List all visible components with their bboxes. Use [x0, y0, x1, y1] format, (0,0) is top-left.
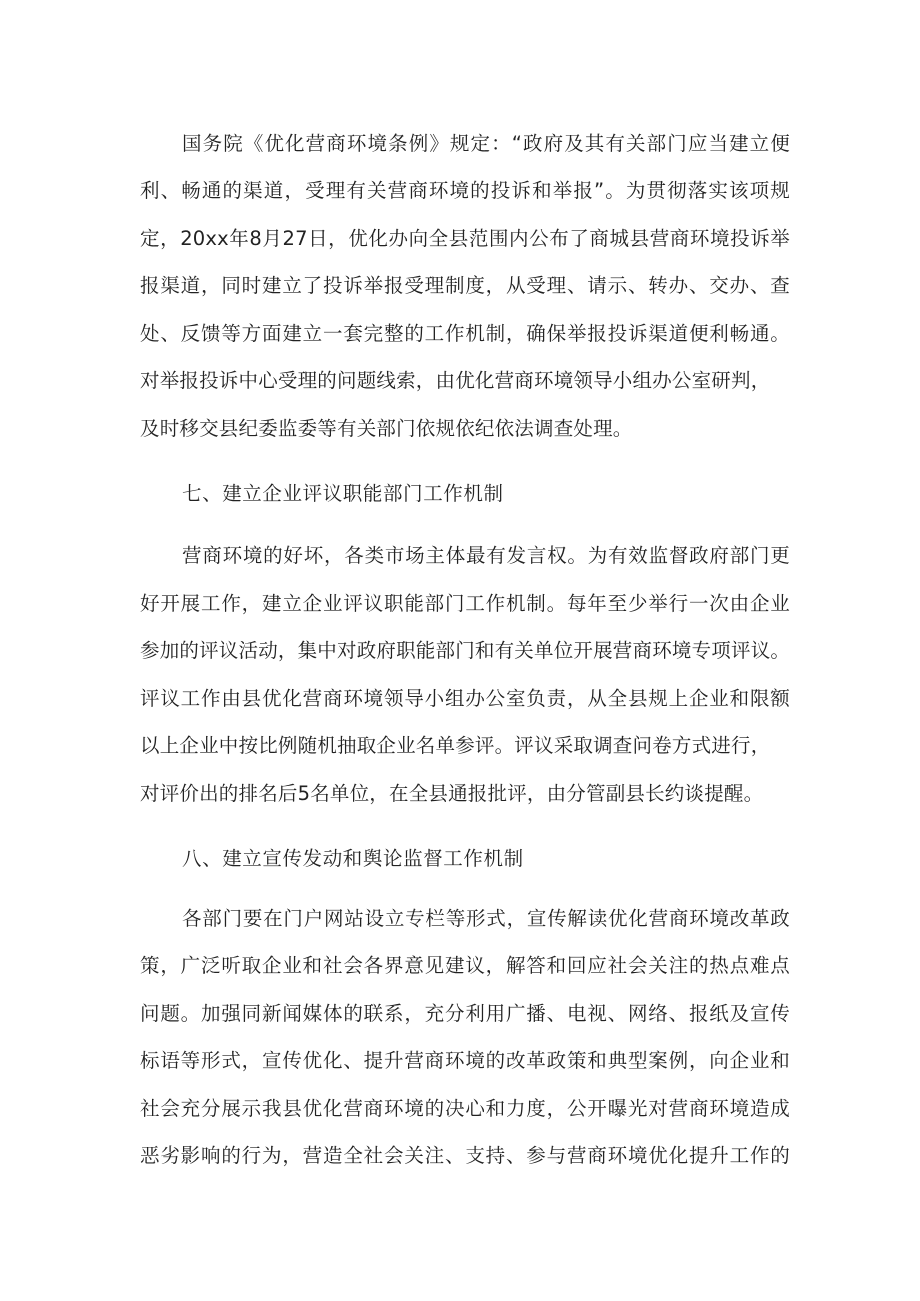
section-heading: 八、建立宣传发动和舆论监督工作机制 [182, 847, 524, 870]
paragraph-line: 恶劣影响的行为，营造全社会关注、支持、参与营商环境优化提升工作的 [140, 1144, 790, 1167]
paragraph-line: 对评价出的排名后5名单位，在全县通报批评，由分管副县长约谈提醒。 [140, 782, 764, 805]
paragraph-line: 营商环境的好坏，各类市场主体最有发言权。为有效监督政府部门更 [182, 544, 790, 567]
paragraph-line: 评议工作由县优化营商环境领导小组办公室负责，从全县规上企业和限额 [140, 687, 790, 710]
paragraph-line: 定，20xx年8月27日，优化办向全县范围内公布了商城县营商环境投诉举 [140, 227, 790, 250]
paragraph-line: 各部门要在门户网站设立专栏等形式，宣传解读优化营商环境改革政 [182, 907, 790, 930]
paragraph-line: 策，广泛听取企业和社会各界意见建议，解答和回应社会关注的热点难点 [140, 954, 790, 977]
paragraph-line: 问题。加强同新闻媒体的联系，充分利用广播、电视、网络、报纸及宣传 [140, 1002, 790, 1025]
paragraph-line: 好开展工作，建立企业评议职能部门工作机制。每年至少举行一次由企业 [140, 592, 790, 615]
paragraph-line: 国务院《优化营商环境条例》规定：“政府及其有关部门应当建立便 [182, 132, 790, 155]
paragraph-line: 对举报投诉中心受理的问题线索，由优化营商环境领导小组办公室研判， [140, 369, 771, 392]
paragraph-line: 处、反馈等方面建立一套完整的工作机制，确保举报投诉渠道便利畅通。 [140, 322, 790, 345]
paragraph-line: 参加的评议活动，集中对政府职能部门和有关单位开展营商环境专项评议。 [140, 639, 791, 662]
section-heading: 七、建立企业评议职能部门工作机制 [182, 482, 504, 505]
paragraph-line: 以上企业中按比例随机抽取企业名单参评。评议采取调查问卷方式进行， [140, 734, 771, 757]
paragraph-line: 及时移交县纪委监委等有关部门依规依纪依法调查处理。 [140, 417, 633, 440]
paragraph-line: 标语等形式，宣传优化、提升营商环境的改革政策和典型案例，向企业和 [140, 1049, 790, 1072]
paragraph-line: 报渠道，同时建立了投诉举报受理制度，从受理、请示、转办、交办、查 [140, 274, 790, 297]
paragraph-line: 利、畅通的渠道，受理有关营商环境的投诉和举报”。为贯彻落实该项规 [140, 179, 790, 202]
paragraph-line: 社会充分展示我县优化营商环境的决心和力度，公开曝光对营商环境造成 [140, 1097, 790, 1120]
